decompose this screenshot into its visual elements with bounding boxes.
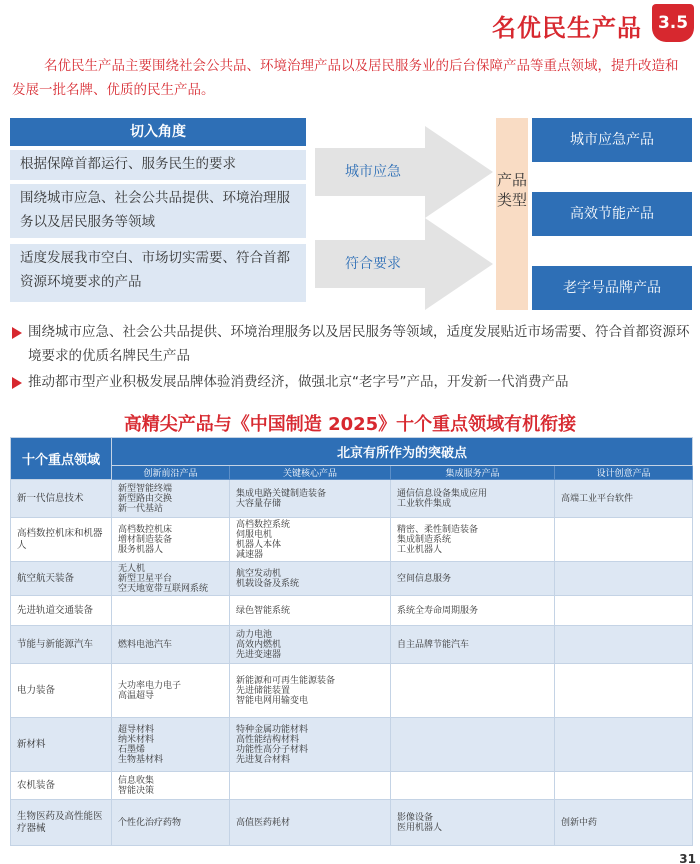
- cell-line: 高端工业平台软件: [561, 493, 634, 504]
- bullet-item: 推动都市型产业积极发展品牌体验消费经济，做强北京“老字号”产品，开发新一代消费产品: [10, 370, 690, 394]
- table-cell: [391, 596, 555, 626]
- table-row: [11, 626, 693, 664]
- cell-line: 集成制造系统: [397, 534, 452, 545]
- arrow-right-icon: [315, 218, 495, 310]
- table-cell: [230, 800, 391, 846]
- table-cell: [230, 718, 391, 772]
- cell-line: 大功率电力电子: [118, 680, 182, 691]
- cell-line: 空间信息服务: [397, 573, 452, 584]
- table-cell: [555, 772, 693, 800]
- cell-line: 特种金属功能材料: [236, 724, 309, 735]
- table-title: 高精尖产品与《中国制造 2025》十个重点领域有机衔接: [123, 414, 577, 435]
- table-cell: [555, 518, 693, 562]
- table-cell: [555, 596, 693, 626]
- arrow-label: 符合要求: [345, 256, 401, 272]
- cell-line: 高档数控系统: [236, 519, 291, 530]
- key-fields-table: [10, 437, 693, 846]
- cell-line: 高性能结构材料: [236, 734, 300, 745]
- cell-line: 工业机器人: [397, 544, 443, 555]
- cell-line: 减速器: [236, 549, 264, 560]
- cell-line: 空天地宽带互联网系统: [118, 583, 209, 594]
- table-cell: [112, 718, 230, 772]
- intro-paragraph: 名优民生产品主要围绕社会公共品、环境治理产品以及居民服务业的后台保障产品等重点领域，提升改造和发展一批名牌、优质的民生产品。: [12, 58, 679, 98]
- cell-line: 高值医药耗材: [236, 817, 291, 828]
- table-cell: [230, 772, 391, 800]
- table-cell: [391, 562, 555, 596]
- table-cell: [230, 626, 391, 664]
- entry-angle-header: 切入角度: [10, 118, 306, 146]
- bullet-list: [10, 320, 690, 394]
- cell-line: 精密、柔性制造装备: [397, 524, 479, 535]
- cell-line: 机载设备及系统: [236, 578, 300, 589]
- table-cell: [112, 772, 230, 800]
- cell-line: 智能电网用输变电: [236, 695, 309, 706]
- table-cell: [230, 664, 391, 718]
- cell-line: 生物基材料: [118, 754, 164, 765]
- product-box: 城市应急产品: [532, 118, 692, 162]
- cell-line: 个性化治疗药物: [118, 817, 182, 828]
- table-cell: [391, 800, 555, 846]
- table-cell: [112, 626, 230, 664]
- cell-line: 高效内燃机: [236, 639, 282, 650]
- table-row: [11, 518, 693, 562]
- table-cell: [555, 480, 693, 518]
- cell-line: 新一代基站: [118, 503, 164, 514]
- table-row: [11, 718, 693, 772]
- cell-line: 纳米材料: [118, 734, 155, 745]
- table-cell-field: 生物医药及高性能医疗器械: [11, 800, 112, 846]
- table-cell: [112, 664, 230, 718]
- cell-line: 超导材料: [118, 724, 155, 735]
- table-cell: [391, 480, 555, 518]
- table-cell: [391, 664, 555, 718]
- table-cell: [112, 518, 230, 562]
- table-cell-field: 航空航天装备: [11, 562, 112, 596]
- table-cell: [112, 596, 230, 626]
- cell-line: 新型路由交换: [118, 493, 173, 504]
- table-subheader: 设计创意产品: [555, 466, 693, 480]
- table-cell: [230, 518, 391, 562]
- table-cell: [112, 480, 230, 518]
- table-cell-field: 节能与新能源汽车: [11, 626, 112, 664]
- entry-angle-item: 适度发展我市空白、市场切实需要、符合首都资源环境要求的产品: [10, 244, 306, 302]
- cell-line: 医用机器人: [397, 822, 443, 833]
- table-cell: [112, 562, 230, 596]
- table-header-field: 十个重点领域: [11, 438, 112, 480]
- entry-angle-item: 围绕城市应急、社会公共品提供、环境治理服务以及居民服务等领域: [10, 184, 306, 238]
- table-cell-field: 新一代信息技术: [11, 480, 112, 518]
- table-cell: [230, 480, 391, 518]
- cell-line: 伺服电机: [236, 529, 273, 540]
- entry-angle-item: 根据保障首都运行、服务民生的要求: [10, 150, 306, 180]
- table-cell-field: 先进轨道交通装备: [11, 596, 112, 626]
- cell-line: 机器人本体: [236, 539, 282, 550]
- table-cell: [555, 562, 693, 596]
- cell-line: 功能性高分子材料: [236, 744, 309, 755]
- table-cell-field: 高档数控机床和机器人: [11, 518, 112, 562]
- cell-line: 创新中药: [561, 817, 598, 828]
- table-cell-field: 电力装备: [11, 664, 112, 718]
- cell-line: 燃料电池汽车: [118, 639, 173, 650]
- cell-line: 新能源和可再生能源装备: [236, 675, 336, 686]
- cell-line: 动力电池: [236, 629, 273, 640]
- table-cell: [230, 562, 391, 596]
- table-cell: [555, 718, 693, 772]
- cell-line: 影像设备: [397, 812, 434, 823]
- arrow-label: 城市应急: [345, 164, 401, 180]
- product-type-label: 产品类型: [496, 118, 528, 310]
- table-header-main: 北京有所作为的突破点: [112, 438, 693, 466]
- table-row: [11, 480, 693, 518]
- cell-line: 先进复合材料: [236, 754, 291, 765]
- table-row: [11, 562, 693, 596]
- table-cell: [112, 800, 230, 846]
- cell-line: 航空发动机: [236, 568, 282, 579]
- page-number: 31: [679, 852, 696, 864]
- bullet-item: 围绕城市应急、社会公共品提供、环境治理服务以及居民服务等领域，适度发展贴近市场需要、符合首都资源环境要求的优质名牌民生产品: [10, 320, 690, 368]
- table-row: [11, 800, 693, 846]
- table-cell-field: 农机装备: [11, 772, 112, 800]
- table-cell: [555, 664, 693, 718]
- table-row: [11, 664, 693, 718]
- cell-line: 新型卫星平台: [118, 573, 173, 584]
- table-row: [11, 772, 693, 800]
- cell-line: 大容量存储: [236, 498, 282, 509]
- arrow-right-icon: [315, 126, 495, 218]
- table-row: [11, 596, 693, 626]
- cell-line: 智能决策: [118, 785, 155, 796]
- table-cell: [555, 800, 693, 846]
- cell-line: 先进变速器: [236, 649, 282, 660]
- table-cell: [391, 626, 555, 664]
- cell-line: 绿色智能系统: [236, 605, 291, 616]
- cell-line: 无人机: [118, 563, 146, 574]
- cell-line: 信息收集: [118, 775, 155, 786]
- product-box: 高效节能产品: [532, 192, 692, 236]
- table-cell: [391, 518, 555, 562]
- cell-line: 增材制造装备: [118, 534, 173, 545]
- cell-line: 新型智能终端: [118, 483, 173, 494]
- cell-line: 集成电路关键制造装备: [236, 488, 327, 499]
- cell-line: 先进储能装置: [236, 685, 291, 696]
- cell-line: 高温超导: [118, 690, 155, 701]
- section-title: 名优民生产品: [492, 14, 642, 42]
- table-subheader: 创新前沿产品: [112, 466, 230, 480]
- table-subheader: 集成服务产品: [391, 466, 555, 480]
- table-cell: [230, 596, 391, 626]
- cell-line: 工业软件集成: [397, 498, 452, 509]
- table-cell: [391, 772, 555, 800]
- table-cell: [555, 626, 693, 664]
- cell-line: 系统全寿命周期服务: [397, 605, 479, 616]
- cell-line: 通信信息设备集成应用: [397, 488, 488, 499]
- cell-line: 高档数控机床: [118, 524, 173, 535]
- section-number-badge: 3.5: [652, 4, 694, 42]
- cell-line: 自主品牌节能汽车: [397, 639, 470, 650]
- product-box: 老字号品牌产品: [532, 266, 692, 310]
- cell-line: 石墨烯: [118, 744, 146, 755]
- table-subheader: 关键核心产品: [230, 466, 391, 480]
- table-cell-field: 新材料: [11, 718, 112, 772]
- cell-line: 服务机器人: [118, 544, 164, 555]
- table-cell: [391, 718, 555, 772]
